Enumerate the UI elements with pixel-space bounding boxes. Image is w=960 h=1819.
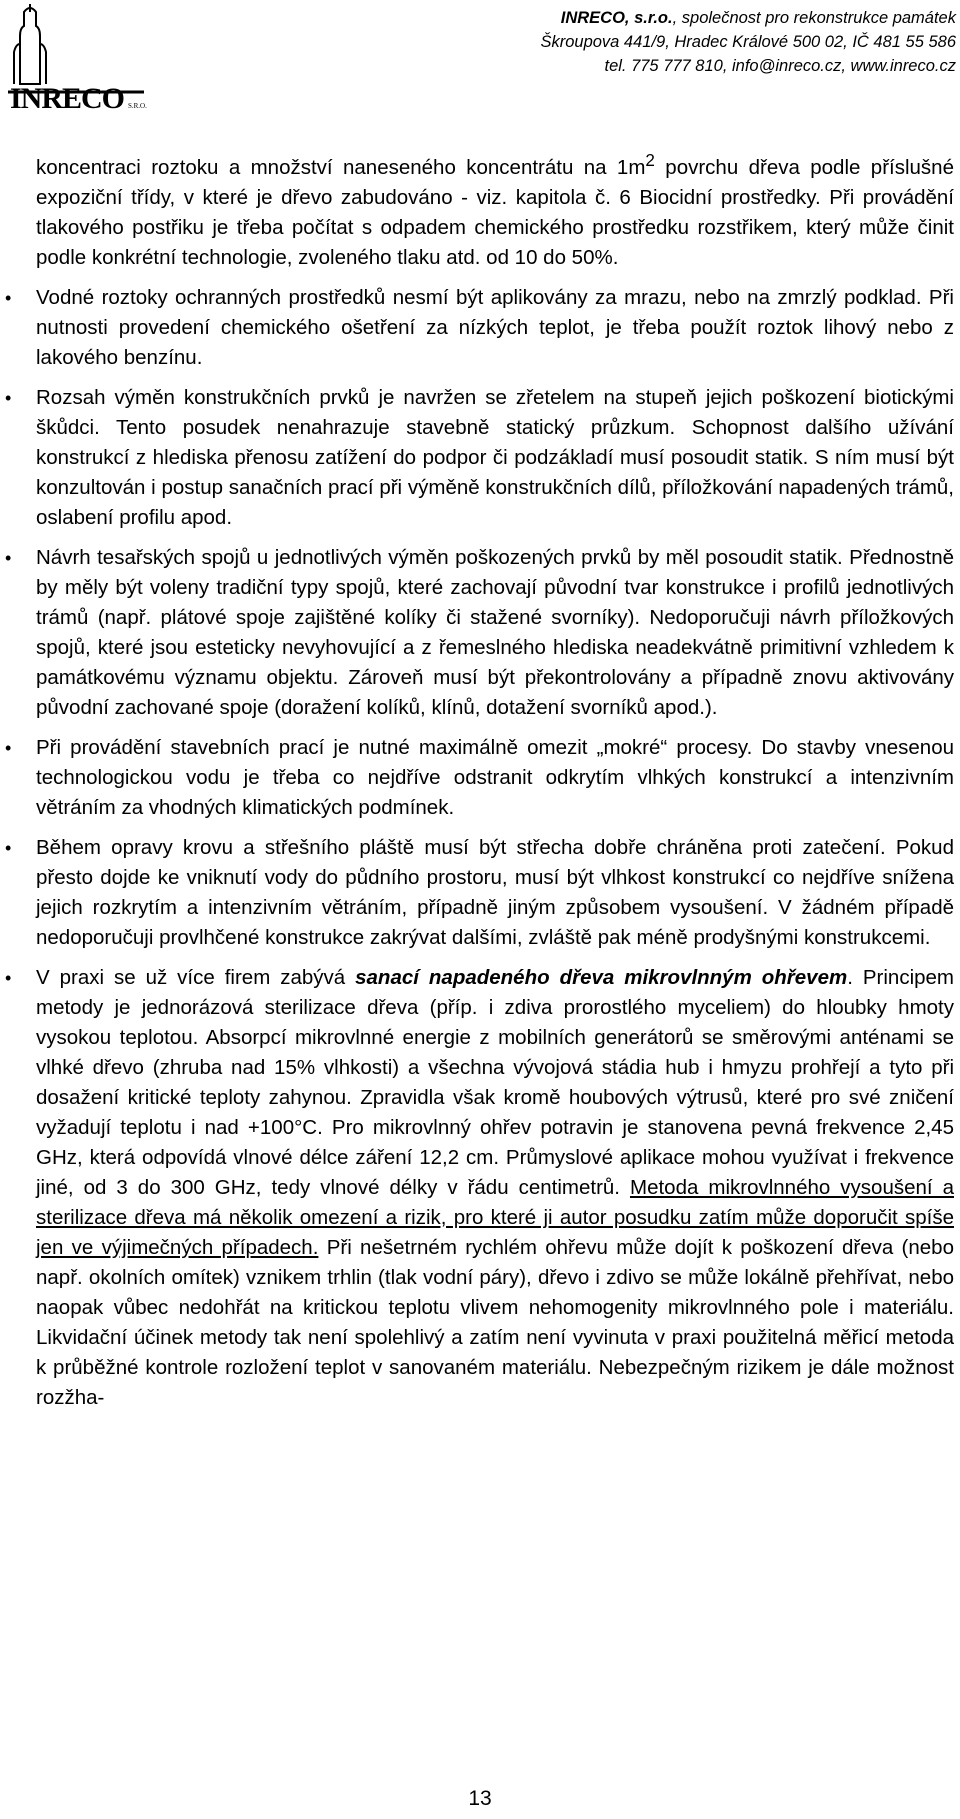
page-number: 13 xyxy=(468,1787,492,1810)
intro-paragraph: koncentraci roztoku a množství naneseného koncentrátu na $1m^2$ povrchu dřeva podle příslušné expoziční třídy, v které je dřevo zabudováno - viz. kapitola č. 6 Biocidní prostředky. Při provádění tlakového postřiku je třeba počítat s odpadem chemického prostředku rozstřikem, který může činit podle konkrétní technologie, zvoleného tlaku atd. od 10 do 50%. xyxy=(36,151,954,269)
company-contact: tel. 775 777 810, info@inreco.cz, www.inreco.cz xyxy=(604,57,956,75)
company-address: Škroupova 441/9, Hradec Králové 500 02, IČ 481 55 586 xyxy=(540,33,956,51)
list-item: • Návrh tesařských spojů u jednotlivých výměn poškozených prvků by měl posoudit statik. Přednostně by měly být voleny tradiční typy spojů, které zachovají původní tvar konstrukce i profilů jednotlivých trámů (např. plátové spoje zajištěné kolíky či stažené svorníky). Nedoporučuji návrh příložkových spojů, které jsou esteticky nevyhovující a z řemeslného hlediska neadekvátně primitivní vzhledem k památkovému významu objektu. Zároveň musí být překontrolovány a případně znovu aktivovány původní zachované spoje (doražení kolíků, klínů, dotažení svorníků apod.). xyxy=(36,543,954,723)
emphasis: sanací napadeného dřeva mikrovlnným ohřevem xyxy=(355,965,848,989)
underlined-text: Metoda mikrovlnného vysoušení a sterilizace dřeva má několik omezení a rizik, pro které ji autor posudku zatím může doporučit spíše jen ve výjimečných případech. xyxy=(36,1175,954,1259)
logo-text: INRECO xyxy=(10,82,125,114)
inreco-logo xyxy=(4,4,154,114)
list-item: • Během opravy krovu a střešního pláště musí být střecha dobře chráněna proti zatečení. Pokud přesto dojde ke vniknutí vody do půdního prostoru, musí být vlhkost konstrukcí co nejdříve snížena jejich rozkrytím a intenzivním větráním, případně jiným způsobem vysoušení. V žádném případě nedoporučuji provlhčené konstrukce zakrývat dalšími, zvláště pak méně prodyšnými konstrukcemi. xyxy=(36,833,954,953)
company-line xyxy=(540,6,956,30)
list-item: • V praxi se už více firem zabývá sanací napadeného dřeva mikrovlnným ohřevem. Principem metody je jednorázová sterilizace dřeva (příp. i zdiva prorostlého myceliem) do hloubky hmoty vysokou teplotou. Absorpcí mikrovlnné energie z mobilních generátorů se směrovými anténami se vlhké dřevo (zhruba nad 15% vlhkosti) a všechna vývojová stádia hub i hmyzu prohřejí a tyto při dosažení kritické teploty zahynou. Zpravidla však kromě houbových výtrusů, které pro své zničení vyžadují teplotu i nad +100°C. Pro mikrovlnný ohřev potravin je stanovena pevná frekvence 2,45 GHz, která odpovídá vlnové délce záření 12,2 cm. Průmyslové aplikace mohou využívat i frekvence jiné, od 3 do 300 GHz, tedy vlnové délky v řádu centimetrů. Metoda mikrovlnného vysoušení a sterilizace dřeva má několik omezení a rizik, pro které ji autor posudku zatím může doporučit spíše jen ve výjimečných případech. Při nešetrném rychlém ohřevu může dojít k poškození dřeva (nebo např. okolních omítek) vznikem trhlin (tlak vodní páry), dřevo i zdivo se může lokálně přehřívat, nebo naopak vůbec nedohřát na kritickou teplotu vlivem nehomogenity mikrovlnného pole i materiálu. Likvidační účinek metody tak není spolehlivý a zatím není vyvinuta v praxi použitelná měřicí metoda k průběžné kontrole rozložení teplot v sanovaném materiálu. Nebezpečným rizikem je dále možnost rozžha- xyxy=(36,963,954,1413)
list-item: • Při provádění stavebních prací je nutné maximálně omezit „mokré“ procesy. Do stavby vnesenou technologickou vodu je třeba co nejdříve odstranit odkrytím vlhkých konstrukcí a intenzivním větráním za vhodných klimatických podmínek. xyxy=(36,733,954,823)
company-desc: , společnost pro rekonstrukce památek xyxy=(672,9,956,27)
logo-suffix: S.R.O. xyxy=(128,102,147,110)
superscript: 2 xyxy=(645,151,655,170)
document-body xyxy=(36,146,954,1413)
list-item: • Rozsah výměn konstrukčních prvků je navržen se zřetelem na stupeň jejich poškození biotickými škůdci. Tento posudek nenahrazuje stavebně statický průzkum. Schopnost dalšího užívání konstrukcí z hlediska přenosu zatížení do podpor či podzákladí musí posoudit statik. S ním musí být konzultován i postup sanačních prací při výměně konstrukčních dílů, příložkování napadených trámů, oslabení profilu apod. xyxy=(36,383,954,533)
list-item: • Vodné roztoky ochranných prostředků nesmí být aplikovány za mrazu, nebo na zmrzlý podklad. Při nutnosti provedení chemického ošetření za nízkých teplot, je třeba použít roztok lihový nebo z lakového benzínu. xyxy=(36,283,954,373)
bullet-list xyxy=(36,283,954,1413)
company-name: INRECO, s.r.o. xyxy=(560,9,673,27)
company-header xyxy=(540,6,956,78)
